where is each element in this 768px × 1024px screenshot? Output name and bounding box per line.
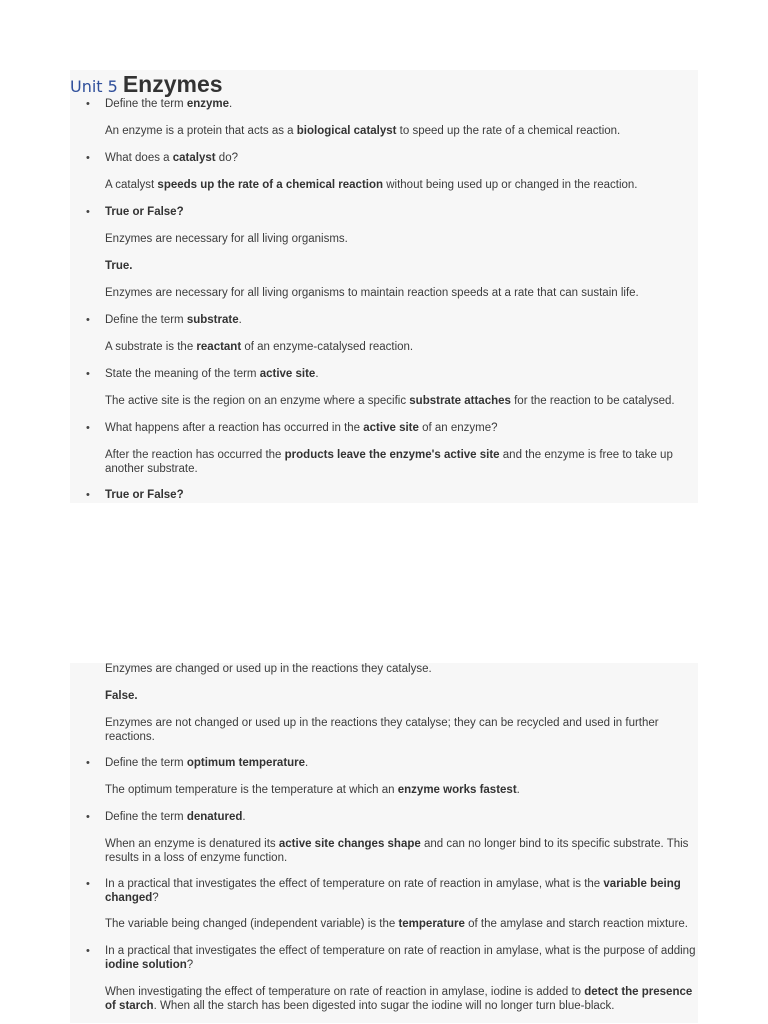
text-run: and can no longer bind to its specific substrate. This results in a loss of enzyme function. xyxy=(105,838,689,864)
bold-term: substrate xyxy=(186,314,239,326)
answer-text xyxy=(105,717,697,744)
text-run: . xyxy=(315,368,319,380)
text-run: Enzymes are necessary for all living organisms. xyxy=(105,233,348,245)
text-run: . xyxy=(305,757,309,769)
question-item xyxy=(86,314,697,328)
question-item xyxy=(86,152,697,166)
question-item xyxy=(86,98,697,112)
bold-term: False. xyxy=(105,690,138,702)
bullet-icon: • xyxy=(86,98,90,110)
text-run: After the reaction has occurred the xyxy=(105,449,285,461)
answer-text xyxy=(105,260,697,274)
text-run: When an enzyme is denatured its xyxy=(105,838,279,850)
question-item xyxy=(86,206,697,220)
bold-term: enzyme xyxy=(186,98,230,110)
question-item xyxy=(86,878,697,905)
text-run: When investigating the effect of temperature on rate of reaction in amylase, iodine is added to xyxy=(105,986,585,998)
text-run: A substrate is the xyxy=(105,341,197,353)
text-run: to speed up the rate of a chemical reaction. xyxy=(396,125,621,137)
bold-term: biological catalyst xyxy=(296,125,397,137)
text-run: Enzymes are not changed or used up in the reactions they catalyse; they can be recycled and used in further reactions. xyxy=(105,717,659,743)
title-text: Enzymes xyxy=(122,71,223,97)
bold-term: reactant xyxy=(196,341,242,353)
text-run: . xyxy=(516,784,520,796)
bullet-icon: • xyxy=(86,368,90,380)
text-run: of an enzyme-catalysed reaction. xyxy=(241,341,414,353)
bold-term: True or False? xyxy=(105,489,184,501)
content-panel-2 xyxy=(70,663,698,1023)
answer-text xyxy=(105,918,697,932)
bold-term: iodine solution xyxy=(105,958,187,971)
text-run: A catalyst xyxy=(105,179,158,191)
bullet-icon: • xyxy=(86,422,90,434)
text-run: What does a xyxy=(105,152,173,164)
text-run: Enzymes are changed or used up in the reactions they catalyse. xyxy=(105,663,432,675)
text-run: Define the term xyxy=(105,98,187,110)
answer-text xyxy=(105,341,697,355)
answer-text xyxy=(105,179,697,193)
text-run: . xyxy=(242,811,246,823)
text-run: do? xyxy=(215,152,238,164)
bold-term: optimum temperature xyxy=(186,757,306,769)
text-run: and the enzyme is free to take up another substrate. xyxy=(105,449,673,475)
bullet-icon: • xyxy=(86,206,90,218)
answer-text xyxy=(105,233,697,247)
text-run: The variable being changed (independent variable) is the xyxy=(105,918,399,930)
answer-text xyxy=(105,986,697,1013)
bullet-icon: • xyxy=(86,152,90,164)
text-run: of an enzyme? xyxy=(418,422,498,434)
question-item xyxy=(86,945,697,972)
bullet-icon: • xyxy=(86,489,90,501)
bold-term: variable being changed xyxy=(105,878,681,904)
text-run: ? xyxy=(186,958,194,971)
text-run: In a practical that investigates the effect of temperature on rate of reaction in amylase, what is the xyxy=(105,878,604,890)
bold-term: True. xyxy=(105,260,133,272)
answer-text xyxy=(105,838,697,865)
bullet-icon: • xyxy=(86,945,90,957)
bullet-icon: • xyxy=(86,314,90,326)
text-run: An enzyme is a protein that acts as a xyxy=(105,125,297,137)
bold-term: enzyme works fastest xyxy=(397,784,517,796)
bold-term: True or False? xyxy=(105,206,184,218)
text-run: . When all the starch has been digested into sugar the iodine will no longer turn blue-black. xyxy=(153,999,615,1012)
answer-text xyxy=(105,125,697,139)
bold-term: catalyst xyxy=(172,152,216,164)
page-title xyxy=(70,71,223,98)
bold-term: substrate attaches xyxy=(409,395,511,407)
bold-term: temperature xyxy=(398,918,465,930)
content-panel-1 xyxy=(70,70,698,503)
bullet-icon: • xyxy=(86,757,90,769)
answer-text xyxy=(105,663,697,677)
bold-term: denatured xyxy=(186,811,243,823)
bold-term: active site xyxy=(363,422,419,434)
question-item xyxy=(86,757,697,771)
bold-term: active site xyxy=(259,368,316,380)
question-item xyxy=(86,422,697,436)
answer-text xyxy=(105,287,697,301)
text-run: The optimum temperature is the temperature at which an xyxy=(105,784,398,796)
text-run: Define the term xyxy=(105,314,187,326)
question-item xyxy=(86,489,697,503)
text-run: ? xyxy=(152,891,159,904)
answer-text xyxy=(105,395,697,409)
text-run: In a practical that investigates the effect of temperature on rate of reaction in amylase, what is the purpose of adding xyxy=(105,945,696,957)
text-run: . xyxy=(229,98,233,110)
text-run: Define the term xyxy=(105,757,187,769)
text-run: Define the term xyxy=(105,811,187,823)
text-run: The active site is the region on an enzyme where a specific xyxy=(105,395,410,407)
bold-term: detect the presence of starch xyxy=(105,986,693,1012)
text-run: State the meaning of the term xyxy=(105,368,260,380)
bullet-icon: • xyxy=(86,811,90,823)
unit-label: Unit 5 xyxy=(70,77,118,96)
text-run: . xyxy=(238,314,242,326)
text-run: What happens after a reaction has occurred in the xyxy=(105,422,364,434)
bold-term: active site changes shape xyxy=(278,838,421,850)
text-run: of the amylase and starch reaction mixture. xyxy=(464,918,688,930)
text-run: for the reaction to be catalysed. xyxy=(510,395,675,407)
bold-term: speeds up the rate of a chemical reaction xyxy=(157,179,384,191)
answer-text xyxy=(105,690,697,704)
question-item xyxy=(86,811,697,825)
answer-text xyxy=(105,449,697,476)
bullet-icon: • xyxy=(86,878,90,890)
answer-text xyxy=(105,784,697,798)
text-run: without being used up or changed in the reaction. xyxy=(383,179,638,191)
bold-term: products leave the enzyme's active site xyxy=(284,449,500,461)
text-run: Enzymes are necessary for all living organisms to maintain reaction speeds at a rate that can sustain life. xyxy=(105,287,639,299)
question-item xyxy=(86,368,697,382)
